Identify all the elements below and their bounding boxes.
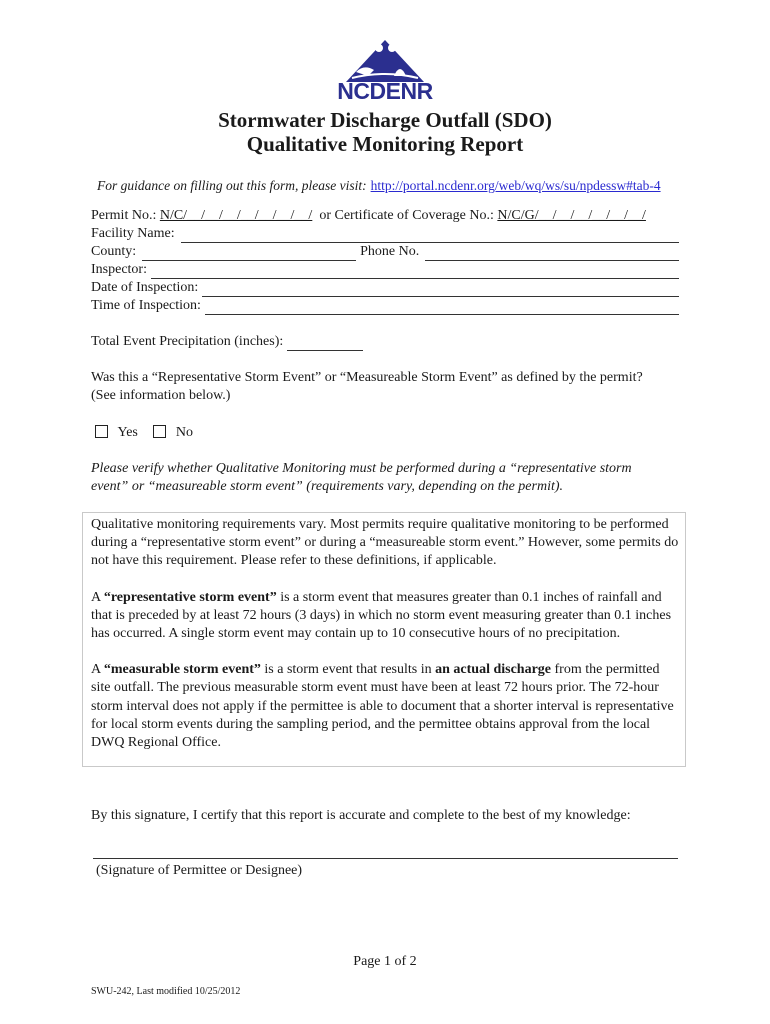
page-number: Page 1 of 2 <box>353 954 417 969</box>
no-checkbox[interactable] <box>153 425 166 438</box>
date-label: Date of Inspection: <box>91 280 199 295</box>
county-field[interactable] <box>142 248 356 261</box>
time-field[interactable] <box>205 302 679 315</box>
yes-no-options <box>95 424 685 442</box>
measurable-definition <box>91 661 681 752</box>
date-field[interactable] <box>202 284 679 297</box>
precip-field[interactable] <box>287 338 363 351</box>
permit-row <box>91 207 679 225</box>
phone-field[interactable] <box>425 248 679 261</box>
note-line-2: event” or “measureable storm event” (requirements vary, depending on the permit). <box>91 479 564 495</box>
inspector-field[interactable] <box>151 266 679 279</box>
rep-body: is a storm event that measures greater than 0.1 inches of rainfall and that is preceded by at least 72 hours (3 days) in which no storm event measuring greater than 0.1 inches has occurred. A single storm event may contain up to 10 consecutive hours of no precipitation. <box>91 589 672 642</box>
note-line-1: Please verify whether Qualitative Monitoring must be performed during a “representative storm <box>91 461 632 476</box>
yes-checkbox[interactable] <box>95 425 108 438</box>
guidance-label: For guidance on filling out this form, please visit: <box>97 178 367 193</box>
time-row <box>91 297 679 315</box>
inspector-label: Inspector: <box>91 262 147 277</box>
definitions-text <box>91 516 681 752</box>
logo-wordmark: NCDENR <box>337 78 433 104</box>
guidance-link[interactable]: http://portal.ncdenr.org/web/wq/ws/su/npdessw#tab-4 <box>370 178 661 193</box>
guidance-text <box>97 178 661 194</box>
rep-term: “representative storm event” <box>103 589 277 605</box>
signature-caption: (Signature of Permittee or Designee) <box>96 863 303 878</box>
meas-mid: is a storm event that results in <box>260 662 436 678</box>
meas-prefix: A <box>91 662 104 678</box>
representative-definition <box>91 589 681 644</box>
title-line-2: Qualitative Monitoring Report <box>246 132 524 156</box>
rep-prefix: A <box>91 589 104 605</box>
county-phone-row <box>91 243 679 261</box>
coc-number-field[interactable]: N/C/G/__/__/__/__/__/__/ <box>497 208 646 223</box>
meas-term-2: an actual discharge <box>435 662 552 678</box>
facility-label: Facility Name: <box>91 226 175 241</box>
question-line-1: Was this a “Representative Storm Event” or “Measureable Storm Event” as defined by the permit? <box>91 370 643 385</box>
inspector-row <box>91 261 679 279</box>
question-line-2: (See information below.) <box>91 388 231 404</box>
precip-row <box>91 333 679 351</box>
permit-number-field[interactable]: N/C/__/__/__/__/__/__/__/ <box>159 208 313 223</box>
yes-label: Yes <box>117 425 138 440</box>
date-row <box>91 279 679 297</box>
county-label: County: <box>91 244 137 259</box>
coc-label: or Certificate of Coverage No.: <box>319 208 494 223</box>
no-label: No <box>175 425 193 440</box>
permit-label: Permit No.: <box>91 208 157 223</box>
facility-name-field[interactable] <box>181 230 679 243</box>
verify-note <box>91 460 681 496</box>
form-id-footer: SWU-242, Last modified 10/25/2012 <box>91 986 241 997</box>
definitions-intro: Qualitative monitoring requirements vary. Most permits require qualitative monitoring to be performed during a “representative storm event” or during a “measureable storm event.” However, some permits do not have this requirement. Please refer to these definitions, if applicable. <box>91 517 679 569</box>
phone-label: Phone No. <box>360 244 420 259</box>
time-label: Time of Inspection: <box>91 298 201 313</box>
meas-body: from the permitted site outfall. The previous measurable storm event must have been at least 72 hours prior. The 72-hour storm interval does not apply if the permittee is able to document that a shorter interval is representative for local storm events during the sampling period, and the permittee obtains approval from the local DWQ Regional Office. <box>91 662 674 751</box>
facility-row <box>91 225 679 243</box>
signature-line[interactable] <box>93 858 678 859</box>
certify-statement: By this signature, I certify that this report is accurate and complete to the best of my knowledge: <box>91 808 631 823</box>
title-line-1: Stormwater Discharge Outfall (SDO) <box>218 108 552 132</box>
precip-label: Total Event Precipitation (inches): <box>91 334 284 349</box>
meas-term: “measurable storm event” <box>103 662 261 678</box>
storm-event-question <box>91 369 681 405</box>
